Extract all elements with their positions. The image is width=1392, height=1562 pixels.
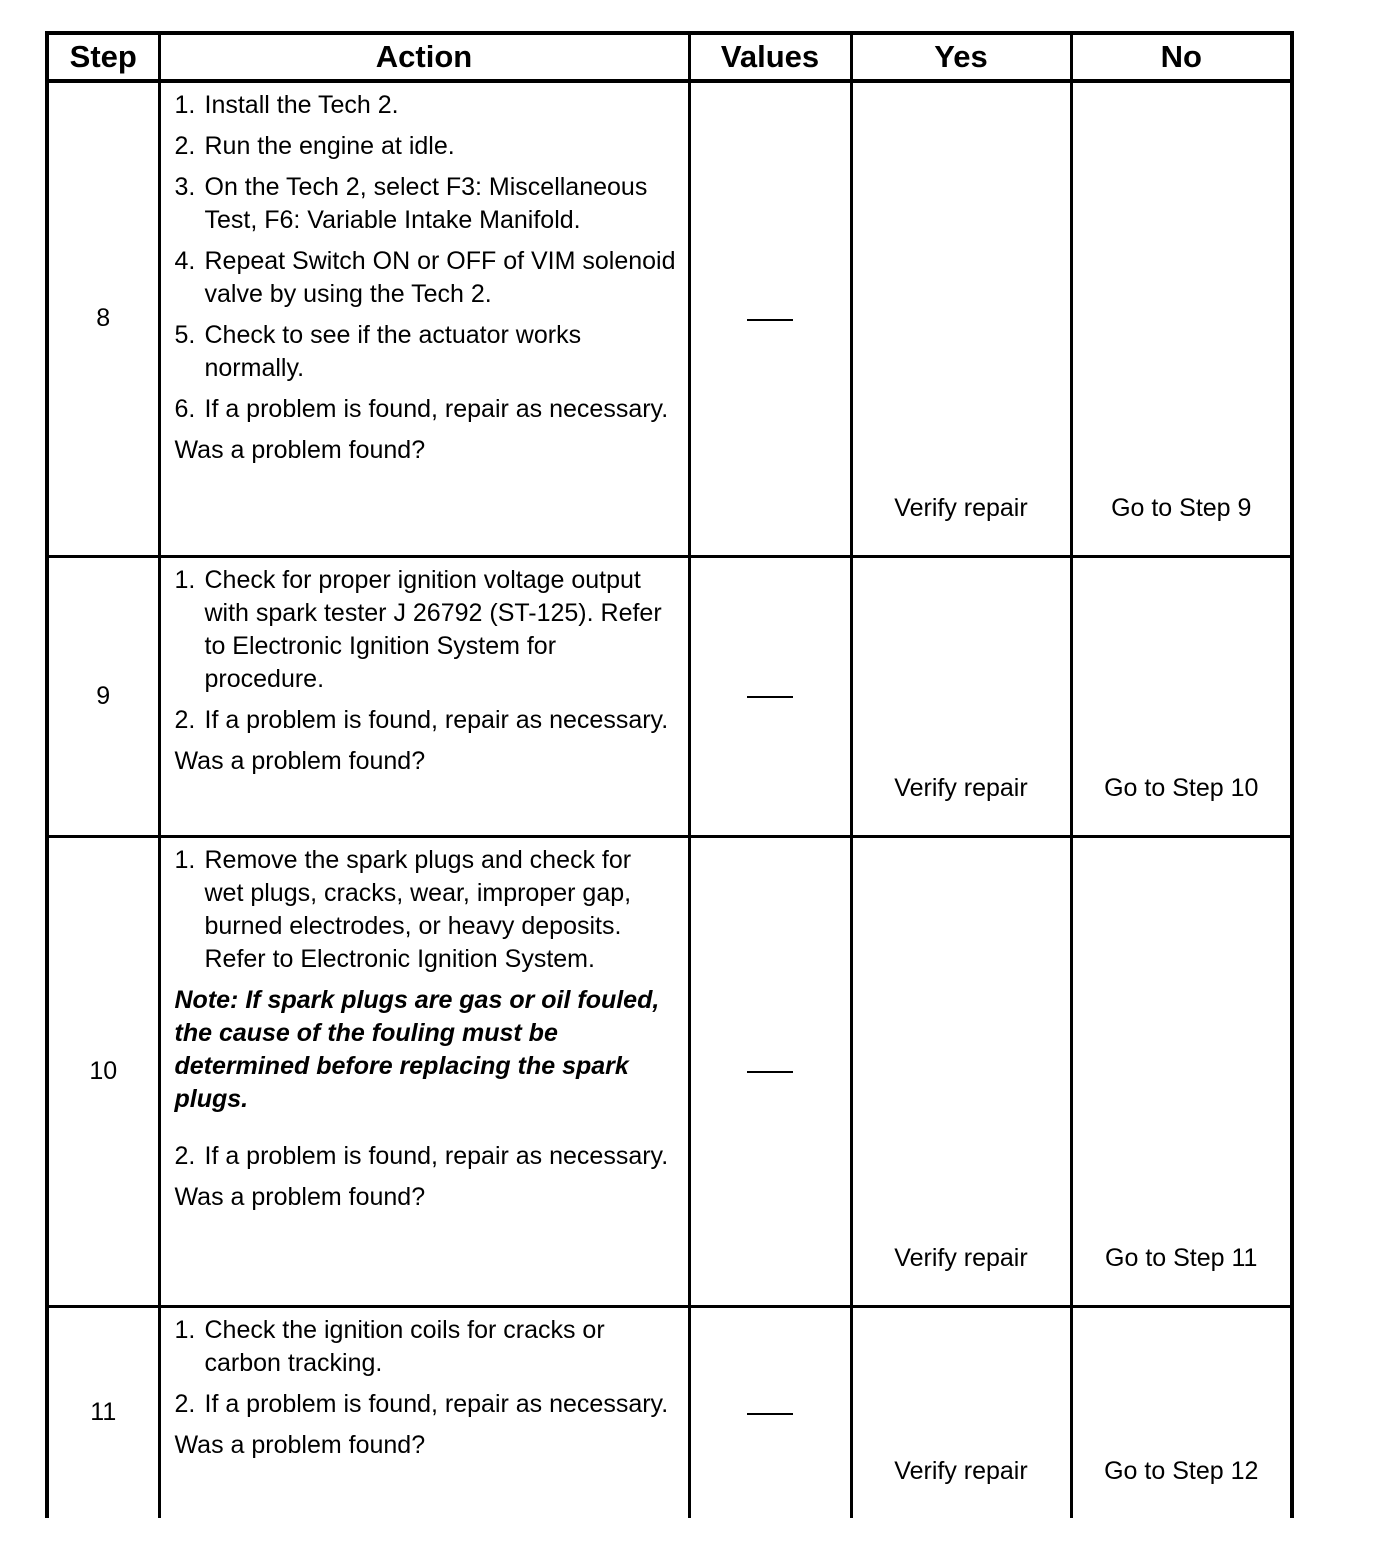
no-cell	[1071, 556, 1292, 836]
question-text: Was a problem found?	[174, 746, 426, 775]
dash-mark	[747, 696, 793, 698]
action-item: 4. Repeat Switch ON or OFF of VIM solenoid valve by using the Tech 2.	[174, 247, 676, 308]
action-item: 2. If a problem is found, repair as necessary.	[174, 705, 669, 734]
header-row	[47, 33, 1292, 81]
action-item: 6. If a problem is found, repair as necessary.	[174, 395, 669, 423]
table-row	[47, 1306, 1292, 1518]
yes-cell	[851, 836, 1071, 1306]
action-item: 3. On the Tech 2, select F3: Miscellaneous Test, F6: Variable Intake Manifold.	[174, 173, 648, 234]
step-number: 10	[47, 836, 159, 1306]
action-item: 1. Check the ignition coils for cracks or carbon tracking.	[174, 1315, 605, 1377]
no-answer: Go to Step 11	[1105, 1243, 1258, 1272]
action-item: 2. If a problem is found, repair as necessary.	[174, 1389, 669, 1418]
yes-answer: Verify repair	[894, 1457, 1028, 1485]
action-item: 2. If a problem is found, repair as necessary.	[174, 1141, 669, 1170]
values-cell	[689, 81, 851, 556]
header-action: Action	[159, 33, 689, 81]
header-no: No	[1071, 33, 1292, 81]
action-item: 1. Install the Tech 2.	[174, 91, 399, 119]
action-item: 2. Run the engine at idle.	[174, 132, 455, 160]
action-item: 1. Remove the spark plugs and check for wet plugs, cracks, wear, improper gap, burned electrodes, or heavy deposits. Refer to Electronic Ignition System.	[174, 845, 632, 973]
yes-answer: Verify repair	[894, 1243, 1028, 1272]
no-cell	[1071, 836, 1292, 1306]
action-cell	[159, 556, 689, 836]
yes-answer: Verify repair	[894, 773, 1028, 802]
no-cell	[1071, 81, 1292, 556]
yes-cell	[851, 81, 1071, 556]
header-values: Values	[689, 33, 851, 81]
step-number: 11	[47, 1306, 159, 1518]
table-row	[47, 836, 1292, 1306]
action-item: 5. Check to see if the actuator works normally.	[174, 321, 582, 382]
action-cell	[159, 1306, 689, 1518]
no-answer: Go to Step 12	[1104, 1457, 1259, 1485]
question-text: Was a problem found?	[174, 1182, 426, 1211]
no-answer: Go to Step 10	[1104, 773, 1259, 802]
action-item: 1. Check for proper ignition voltage output with spark tester J 26792 (ST-125). Refer to Electronic Ignition System for procedure.	[174, 565, 662, 693]
header-yes: Yes	[851, 33, 1071, 81]
dash-mark	[747, 319, 793, 321]
yes-cell	[851, 1306, 1071, 1518]
dash-mark	[747, 1071, 793, 1073]
step-number: 8	[47, 81, 159, 556]
no-cell	[1071, 1306, 1292, 1518]
table-row	[47, 556, 1292, 836]
values-cell	[689, 1306, 851, 1518]
values-cell	[689, 556, 851, 836]
question-text: Was a problem found?	[174, 436, 426, 464]
note-text: Note: If spark plugs are gas or oil fouled, the cause of the fouling must be determined before replacing the spark plugs.	[174, 985, 660, 1113]
diagnostic-table	[45, 31, 1294, 1518]
yes-cell	[851, 556, 1071, 836]
dash-mark	[747, 1413, 793, 1415]
step-number: 9	[47, 556, 159, 836]
header-step: Step	[47, 33, 159, 81]
action-cell	[159, 836, 689, 1306]
no-answer: Go to Step 9	[1111, 493, 1252, 522]
yes-answer: Verify repair	[894, 493, 1028, 522]
values-cell	[689, 836, 851, 1306]
table-row	[47, 81, 1292, 556]
question-text: Was a problem found?	[174, 1430, 426, 1459]
action-cell	[159, 81, 689, 556]
